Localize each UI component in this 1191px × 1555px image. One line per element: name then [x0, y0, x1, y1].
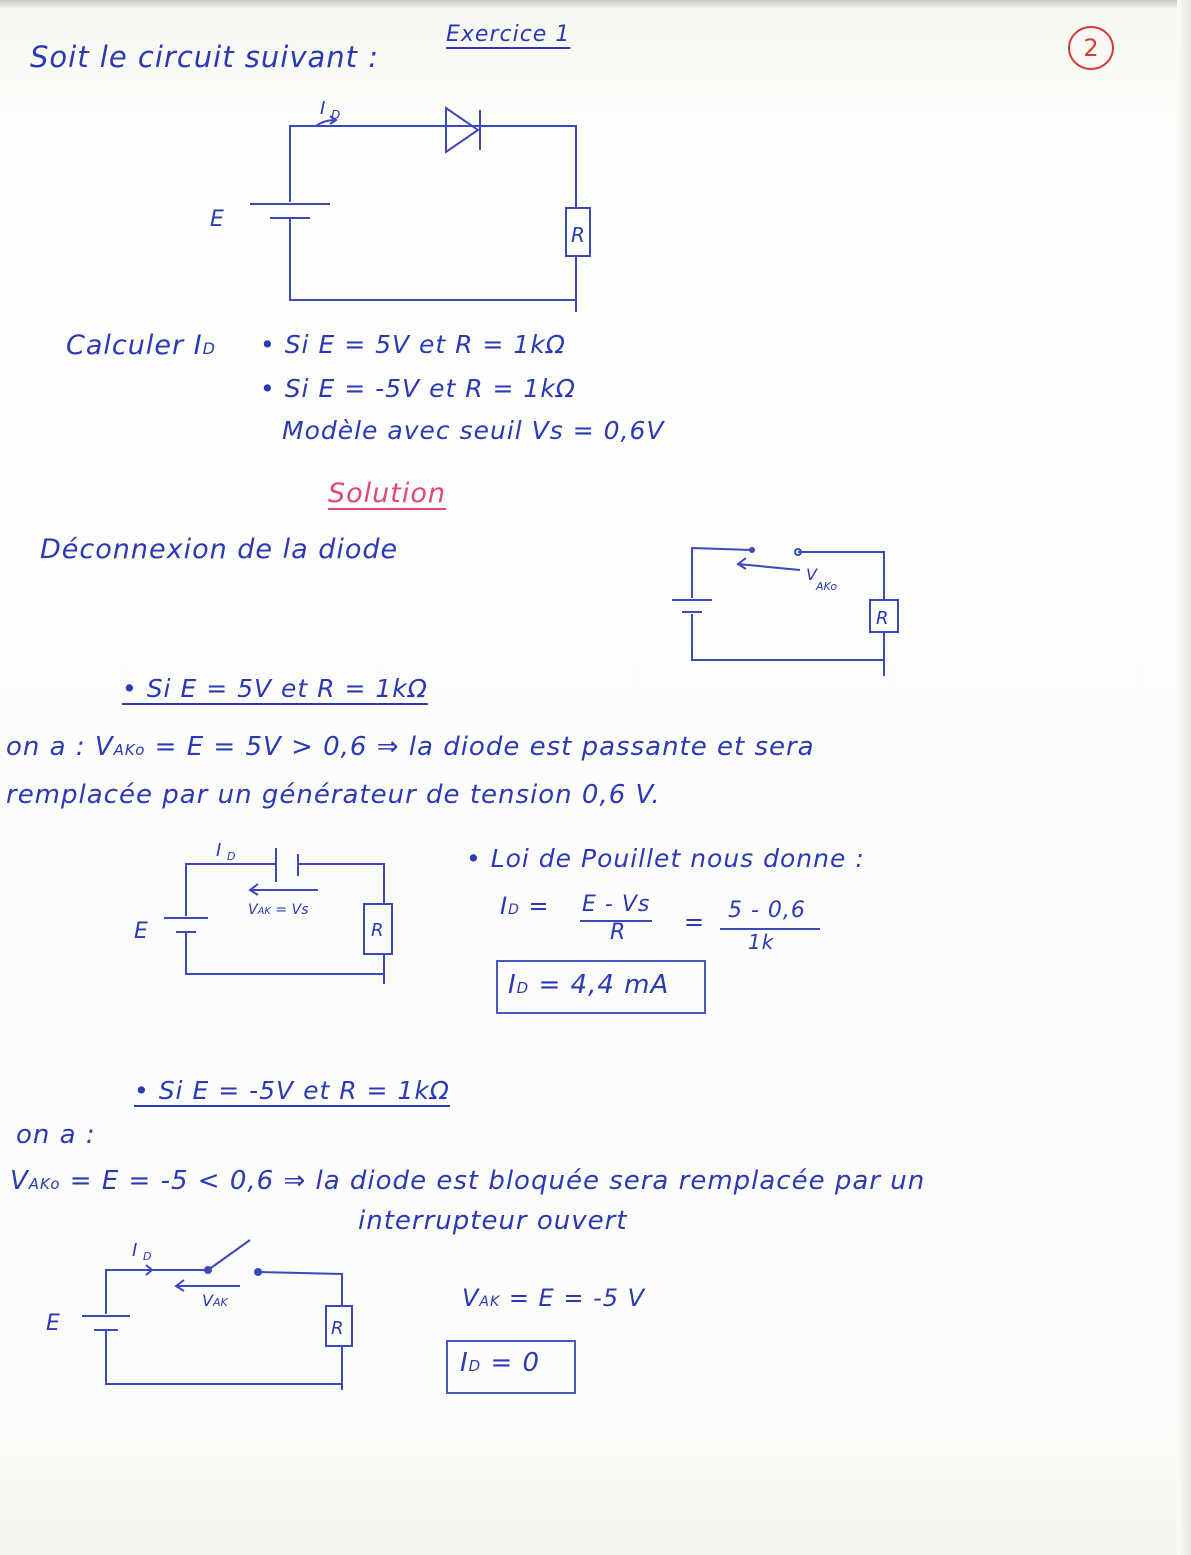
circuit3-bottom-wire	[186, 932, 384, 974]
question-model: Modèle avec seuil Vs = 0,6V	[282, 416, 665, 445]
equation-frac2-den: 1k	[748, 930, 775, 954]
diode-triangle	[446, 108, 478, 152]
circuit4-current-arrow	[134, 1265, 152, 1275]
solution-title: Solution	[328, 478, 446, 509]
circuit4-switch-pivot	[204, 1266, 212, 1274]
equation-equals: =	[684, 908, 706, 936]
case2-result: ID = 0	[460, 1348, 541, 1378]
exercise-title: Exercice 1	[446, 22, 571, 47]
circuit1-bottom-wire	[290, 218, 576, 300]
circuit3-resistor-label: R	[371, 920, 384, 941]
circuit3-E-label: E	[134, 919, 148, 944]
case1-line1: on a : VAKo = E = 5V > 0,6 ⇒ la diode est passante et sera	[6, 732, 815, 762]
case2-vak-equation: VAK = E = -5 V	[462, 1284, 646, 1312]
question-condition-1: • Si E = 5V et R = 1kΩ	[260, 330, 566, 359]
case1-heading: • Si E = 5V et R = 1kΩ	[122, 674, 428, 703]
circuit1-ID-label: I	[320, 98, 326, 119]
circuit-1	[210, 98, 590, 312]
circuit4-E-label: E	[46, 1311, 60, 1336]
circuit1-resistor-label: R	[571, 223, 585, 247]
circuit1-top-wire	[290, 126, 576, 208]
circuit2-terminal-A	[749, 547, 755, 553]
circuit4-ID-sub: D	[143, 1250, 152, 1263]
circuit4-resistor-label: R	[331, 1318, 344, 1339]
circuit3-vak-label: VAK = Vs	[248, 902, 309, 918]
equation-frac2-num: 5 - 0,6	[728, 898, 806, 923]
case1-line2: remplacée par un générateur de tension 0,6 V.	[6, 780, 661, 810]
equation-frac1-den: R	[610, 920, 627, 945]
case2-ona: on a :	[16, 1120, 96, 1150]
circuit2-bottom-wire	[692, 614, 884, 660]
circuit-3	[134, 840, 392, 984]
page-number: 2	[1083, 34, 1099, 62]
circuit3-ID-sub: D	[227, 850, 236, 863]
case2-heading: • Si E = -5V et R = 1kΩ	[134, 1076, 450, 1105]
circuit3-vak-arrow	[250, 884, 318, 895]
pouillet-text: • Loi de Pouillet nous donne :	[466, 844, 865, 873]
circuit2-left-wire	[692, 548, 752, 598]
circuit4-bottom-wire	[106, 1330, 342, 1384]
circuit4-right-wire	[258, 1272, 342, 1306]
case2-line2: interrupteur ouvert	[358, 1206, 628, 1236]
deconnexion-text: Déconnexion de la diode	[40, 534, 399, 565]
circuit4-vak-arrow	[176, 1280, 240, 1291]
circuit2-vak-arrow	[738, 558, 800, 570]
case2-line1: VAKo = E = -5 < 0,6 ⇒ la diode est bloquée sera remplacée par un	[10, 1166, 926, 1196]
circuit4-vak-label: VAK	[202, 1291, 228, 1310]
equation-left: ID =	[500, 892, 550, 920]
circuit1-current-arrow	[316, 116, 336, 126]
circuit4-left-wire	[106, 1270, 208, 1314]
circuit-4	[46, 1240, 352, 1390]
circuit-2	[672, 547, 898, 676]
circuit1-E-label: E	[210, 207, 224, 232]
circuit4-ID-label: I	[132, 1240, 138, 1261]
question-condition-2: • Si E = -5V et R = 1kΩ	[260, 374, 576, 403]
case1-result: ID = 4,4 mA	[508, 970, 670, 1000]
circuit1-ID-sub: D	[331, 108, 341, 122]
circuit4-switch-blade	[208, 1240, 250, 1270]
circuit2-resistor-label: R	[876, 608, 889, 629]
circuit2-vak-label: V	[806, 565, 817, 584]
question-calc: Calculer ID	[66, 330, 216, 361]
intro-text: Soit le circuit suivant :	[30, 40, 380, 74]
circuit3-right-wire	[298, 864, 384, 904]
equation-frac1-num: E - Vs	[582, 892, 651, 917]
circuit2-vak-sub: AKo	[816, 580, 838, 593]
circuit3-ID-label: I	[216, 840, 222, 861]
